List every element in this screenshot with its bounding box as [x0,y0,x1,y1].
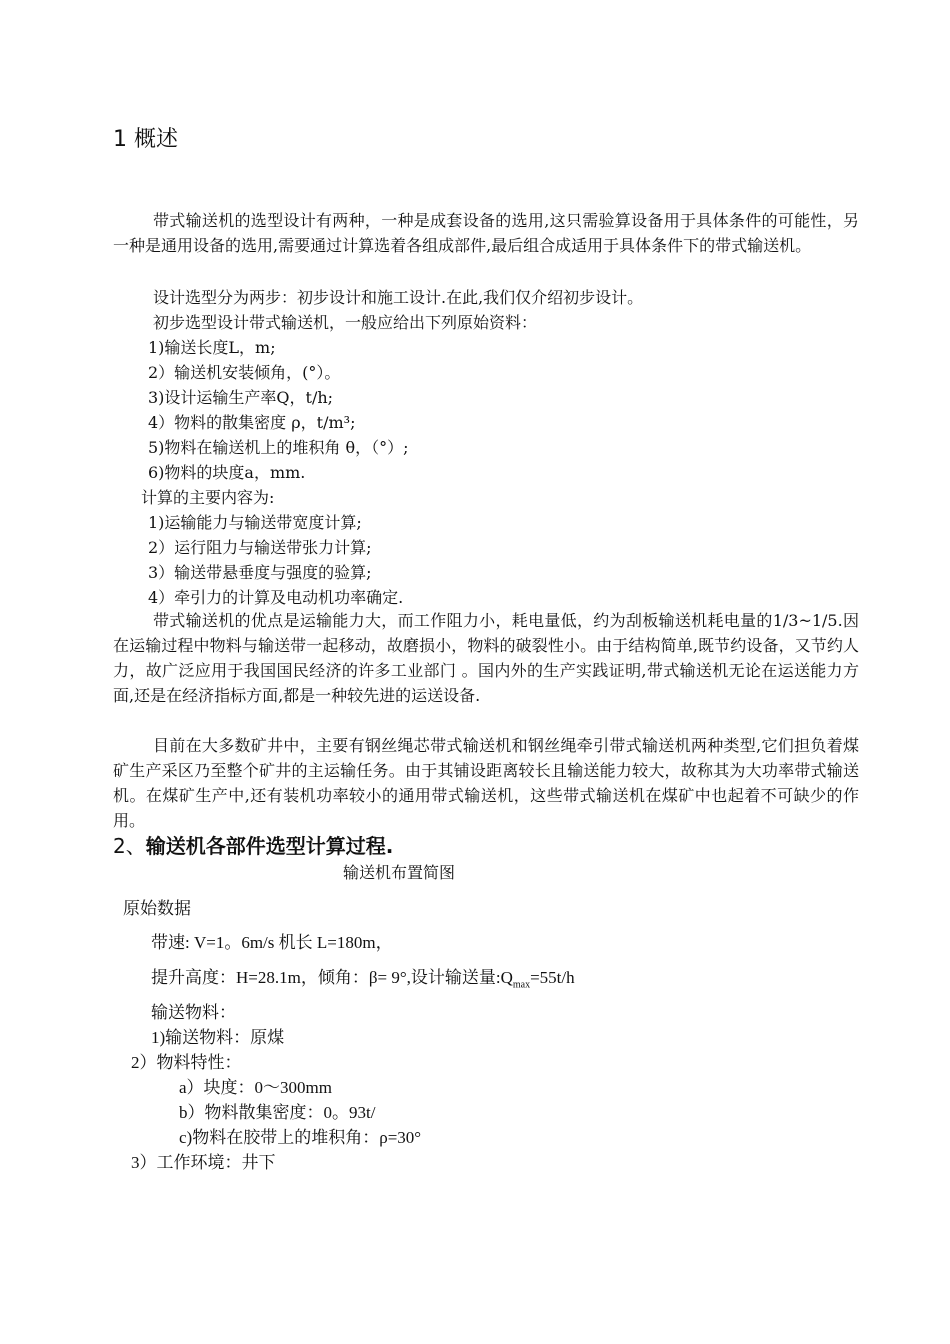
material-subitem: a）块度：0～300mm [179,1078,332,1097]
section-2-number: 2、 [113,834,146,858]
paragraph-initial-data: 初步选型设计带式输送机，一般应给出下列原始资料： [153,313,538,332]
material-subitem: c)物料在胶带上的堆积角：ρ=30° [179,1128,422,1147]
material-subitem: b）物料散集密度：0。93t/ [179,1103,376,1122]
lift-angle-line [151,963,575,990]
lift-text-end: =55t/h [530,968,575,987]
material-item: 3）工作环境：井下 [131,1153,276,1172]
figure-caption: 输送机布置简图 [343,863,456,882]
section-2-title: 输送机各部件选型计算过程. [145,834,394,858]
lift-text: 提升高度：H=28.1m，倾角：β= 9°,设计输送量:Q [151,968,513,987]
list-item: 1)输送长度L，m; [148,338,276,357]
list-item: 4）物料的散集密度 ρ，t/m³; [148,413,356,432]
q-subscript: max [512,979,531,991]
original-data-title: 原始数据 [123,899,191,918]
list-item: 1)运输能力与输送带宽度计算; [148,513,362,532]
list-item: 3)设计运输生产率Q，t/h; [148,388,334,407]
material-title: 输送物料： [151,1003,236,1022]
paragraph-intro: 带式输送机的选型设计有两种，一种是成套设备的选用,这只需验算设备用于具体条件的可能性，另一种是通用设备的选用,需要通过计算选着各组成部件,最后组合成适用于具体条件下的带式输送机。 [113,211,859,255]
section-2-heading [113,830,393,859]
speed-length-line: 带速: V=1。6m/s 机长 L=180m， [151,933,393,952]
paragraph-mining-usage: 目前在大多数矿井中，主要有钢丝绳芯带式输送机和钢丝绳牵引带式输送机两种类型,它们担负着煤矿生产采区乃至整个矿井的主运输任务。由于其铺设距离较长且输送能力较大，故称其为大功率带式输送机。在煤矿生产中,还有装机功率较小的通用带式输送机，这些带式输送机在煤矿中也起着不可缺少的作用。 [113,736,859,830]
list-item: 2）运行阻力与输送带张力计算; [148,538,372,557]
material-item: 2）物料特性： [131,1053,242,1072]
list-item: 6)物料的块度a，mm. [148,463,306,482]
list-item: 4）牵引力的计算及电动机功率确定. [148,588,404,607]
paragraph-design-steps: 设计选型分为两步：初步设计和施工设计.在此,我们仅介绍初步设计。 [153,288,644,307]
list-item: 3）输送带悬垂度与强度的验算; [148,563,372,582]
material-item: 1)输送物料：原煤 [151,1028,285,1047]
list-item: 5)物料在输送机上的堆积角 θ，（°）; [148,438,409,457]
list-item: 2）输送机安装倾角，(°）。 [148,363,341,382]
calc-heading: 计算的主要内容为: [141,488,275,507]
paragraph-advantages: 带式输送机的优点是运输能力大，而工作阻力小，耗电量低，约为刮板输送机耗电量的1/3~1/5.因在运输过程中物料与输送带一起移动，故磨损小，物料的破裂性小。由于结构简单,既节约设备，又节约人力，故广泛应用于我国国民经济的许多工业部门 。国内外的生产实践证明,带式输送机无论在运送能力方面,还是在经济指标方面,都是一种较先进的运送设备. [113,611,859,705]
section-1-heading: 1 概述 [113,127,178,152]
